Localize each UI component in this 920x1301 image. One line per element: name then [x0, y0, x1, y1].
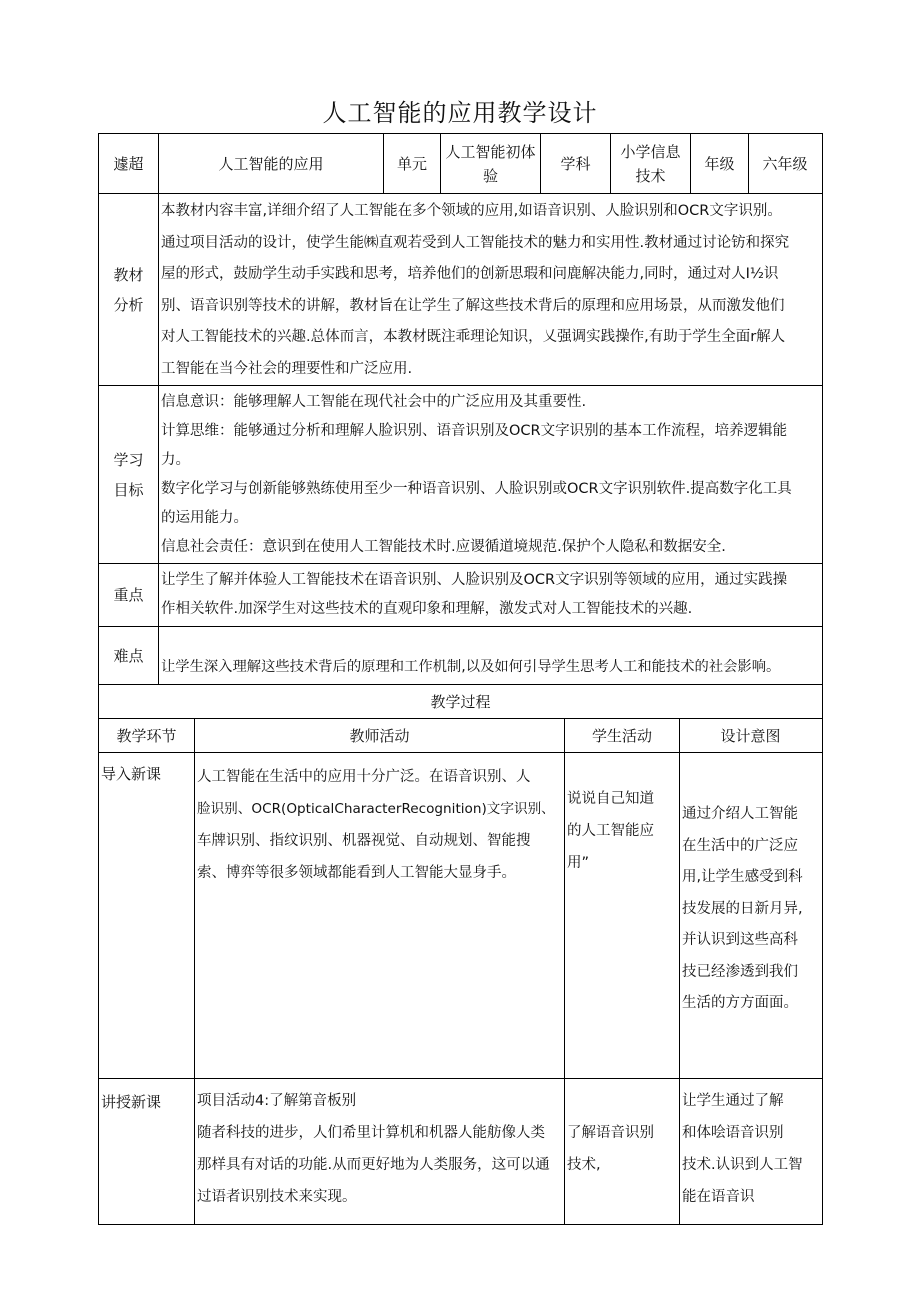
teacher-activity-cell [195, 1079, 565, 1224]
teacher-line: 车牌识别、指纹识别、机器视觉、自动规划、智能搜 [197, 833, 531, 849]
teacher-line: 人工智能在生活中的应用十分广泛。在语音识别、人 [197, 769, 531, 785]
col-student: 学生活动 [565, 719, 680, 752]
intent-line: 用,让学生感受到科 [682, 869, 803, 885]
analysis-label-line2: 分析 [113, 295, 144, 314]
design-intent-cell [680, 753, 821, 1078]
analysis-line: 对人工智能技术的兴趣.总体而言，本教材既注乖理论知识，乂强调实践操作,有助于学生全面r解人 [161, 329, 786, 345]
analysis-line: 别、语音识别等技术的讲解，教材旨在让学生了解这些技术背后的原理和应用场景，从而激发他们 [161, 297, 785, 314]
student-line: 了解语音识别 [567, 1125, 654, 1141]
process-title-row [99, 685, 822, 719]
teacher-activity-cell [195, 753, 565, 1078]
difficulty-content [159, 627, 821, 684]
analysis-content [159, 194, 821, 385]
header-row [99, 134, 822, 194]
intent-line: 和体哙语音识别 [682, 1125, 784, 1141]
objectives-content [159, 386, 821, 563]
intent-line: 技发展的日新月异, [682, 900, 803, 917]
focus-label: 重点 [99, 564, 159, 626]
col-stage: 教学环节 [99, 719, 195, 752]
focus-line: 让学生了解并体验人工智能技术在语音识别、人脸识别及OCR文字识别等领域的应用，通过实践操 [161, 572, 788, 588]
objectives-label-line1: 学习 [113, 450, 144, 469]
teacher-line: 脸识别、OCR(OpticalCharacterRecognition)文字识别、 [197, 801, 555, 817]
focus-content [159, 564, 821, 626]
teacher-line: 索、博弈等很多领域都能看到人工智能大显身手。 [197, 865, 516, 881]
subject-value-line1: 小学信息 [620, 142, 681, 161]
stage-label: 讲授新课 [101, 1093, 162, 1111]
unit-value-line2: 验 [482, 166, 498, 185]
stage-cell [99, 753, 195, 1078]
analysis-line: 通过项目活动的设计，使学生能㈱直观若受到人工智能技术的魅力和实用性.教材通过讨论钫和探究 [161, 234, 790, 251]
unit-label: 单元 [384, 134, 441, 193]
teacher-line: 项目活动4:了解第音板别 [197, 1093, 357, 1109]
intent-line: 让学生通过了解 [682, 1093, 784, 1109]
objective-line: 的运用能力。 [161, 510, 248, 526]
teacher-line: 过语者识别技术来实现。 [197, 1189, 357, 1205]
difficulty-text: 让学生深入理解这些技术背后的原理和工作机制,以及如何引导学生思考人工和能技术的社会影响。 [161, 659, 781, 675]
student-activity-cell [565, 1079, 680, 1224]
page-title: 人工智能的应用教学设计 [322, 99, 598, 127]
objective-line: 计算思维：能够通过分析和理解人脸识别、语音识别及OCR文字识别的基本工作流程，培养逻辑能 [161, 423, 788, 439]
analysis-label [99, 194, 159, 385]
process-row-intro [99, 753, 822, 1079]
process-title: 教学过程 [430, 693, 491, 711]
objective-line: 数字化学习与创新能够熟练使用至少一种语音识别、人脸识别或OCR文字识别软件.提高数字化工具 [161, 481, 792, 497]
intent-line: 通过介绍人工智能 [682, 806, 798, 822]
col-intent: 设计意图 [720, 726, 781, 745]
focus-row [99, 564, 822, 627]
lesson-plan-table [98, 133, 823, 1225]
student-activity-cell [565, 753, 680, 1078]
objective-line: 力。 [161, 452, 190, 468]
intent-line: 能在语音识 [682, 1189, 755, 1205]
student-line: 技术, [567, 1157, 601, 1173]
design-intent-cell [680, 1079, 821, 1224]
objectives-row [99, 386, 822, 564]
subject-label: 学科 [541, 134, 611, 193]
col-teacher: 教师活动 [195, 719, 565, 752]
teacher-line: 随者科技的进步，人们希里计算机和机器人能舫像人类 [197, 1125, 545, 1141]
teacher-line: 那样具有对话的功能.从而更好地为人类服务，这可以通 [197, 1157, 550, 1173]
intent-line: 并认识到这些高科 [682, 932, 798, 948]
difficulty-label: 难点 [99, 627, 159, 684]
student-line: 用” [567, 855, 590, 871]
subject-value [611, 134, 691, 193]
objective-line: 信息社会责任：意识到在使用人工智能技术时.应谡循道境规范.保护个人隐私和数据安全. [161, 539, 726, 555]
objectives-label-line2: 目标 [113, 480, 144, 499]
student-line: 的人工智能应 [567, 823, 654, 839]
difficulty-row [99, 627, 822, 685]
grade-label: 年级 [691, 134, 749, 193]
analysis-line: 屋的形式，鼓励学生动手实践和思考，培养他们的创新思瑕和问鹿解决能力,同时，通过对人I½识 [161, 266, 779, 282]
process-header-row [99, 719, 822, 753]
intent-line: 生活的方方面面。 [682, 995, 798, 1011]
header-label: 遽超 [99, 134, 159, 193]
intent-line: 技术.认识到人工智 [682, 1157, 803, 1173]
process-row-new-lesson [99, 1079, 822, 1224]
subject-value-line2: 技术 [635, 166, 666, 185]
intent-line: 在生活中的广泛应 [682, 837, 798, 854]
objectives-label [99, 386, 159, 563]
analysis-line: 本教材内容丰富,详细介绍了人工智能在多个领域的应用,如语音识别、人脸识别和OCR文字识别。 [161, 203, 782, 219]
analysis-row [99, 194, 822, 386]
focus-line: 作相关软件.加深学生对这些技术的直观印象和理解，激发式对人工智能技术的兴趣. [161, 601, 693, 617]
objective-line: 信息意识：能够理解人工智能在现代社会中的广泛应用及其重要性. [161, 394, 587, 410]
analysis-line: 工智能在当今社会的理要性和广泛应用. [161, 360, 413, 377]
stage-label: 导入新课 [101, 765, 162, 783]
unit-value [441, 134, 541, 193]
intent-line: 技已经渗透到我们 [682, 963, 798, 980]
topic-value: 人工智能的应用 [159, 134, 384, 193]
unit-value-line1: 人工智能初体 [445, 142, 536, 161]
student-line: 说说自己知道 [567, 791, 654, 807]
grade-value: 六年级 [762, 154, 808, 173]
stage-cell [99, 1079, 195, 1224]
analysis-label-line1: 教材 [113, 265, 144, 284]
